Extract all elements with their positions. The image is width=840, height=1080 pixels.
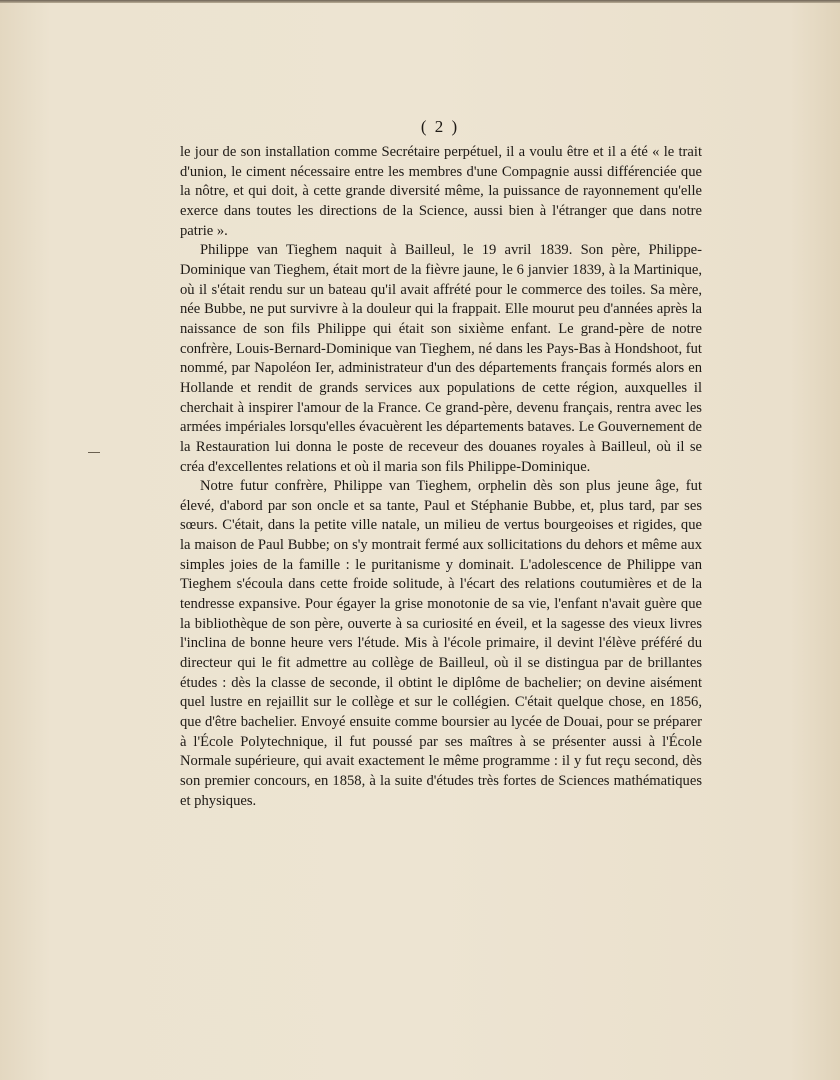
paragraph-1: le jour de son installation comme Secrétaire perpétuel, il a voulu être et il a été « le trait d'union, le ciment nécessaire entre les membres d'une Compagnie aussi différenciée que la nôtre, et qui doit, à cette grande diversité même, la puissance de rayonnement qu'elle exerce dans toutes les directions de la Science, aussi bien à l'étranger que dans notre patrie ». [180,144,702,239]
page-top-edge [0,0,840,3]
paragraph-2: Philippe van Tieghem naquit à Bailleul, le 19 avril 1839. Son père, Philippe-Dominique van Tieghem, était mort de la fièvre jaune, le 6 janvier 1839, à la Martinique, où il s'était rendu sur un bateau qu'il avait affrété pour le commerce des toiles. Sa mère, née Bubbe, ne put survivre à la douleur qui la frappait. Elle mourut peu d'années après la naissance de son fils Philippe qui était son sixième enfant. Le grand-père de notre confrère, Louis-Bernard-Dominique van Tieghem, né dans les Pays-Bas à Hondshoot, fut nommé, par Napoléon Ier, administrateur d'un des départements français formés alors en Hollande et rendit de grands services aux populations de cette région, auxquelles il cherchait à inspirer l'amour de la France. Ce grand-père, devenu français, rentra avec les armées impériales lorsqu'elles évacuèrent les départements bataves. Le Gouvernement de la Restauration lui donna le poste de receveur des douanes royales à Bailleul, où il se créa d'excellentes relations et où il maria son fils Philippe-Dominique. [180,242,702,475]
body-text [180,143,702,811]
paragraph-3: Notre futur confrère, Philippe van Tieghem, orphelin dès son plus jeune âge, fut élevé, d'abord par son oncle et sa tante, Paul et Stéphanie Bubbe, et, plus tard, par ses sœurs. C'était, dans la petite ville natale, un milieu de vertus bourgeoises et rigides, que la maison de Paul Bubbe; on s'y montrait fermé aux sollicitations du dehors et même aux simples joies de la famille : le puritanisme y dominait. L'adolescence de Philippe van Tieghem s'écoula dans cette froide solitude, à l'écart des relations coutumières et de la tendresse expansive. Pour égayer la grise monotonie de sa vie, l'enfant n'avait guère que la bibliothèque de son père, ouverte à sa curiosité en éveil, et la sagesse des vieux livres l'inclina de bonne heure vers l'étude. Mis à l'école primaire, il devint l'élève préféré du directeur qui le fit admettre au collège de Bailleul, où il se distingua par de brillantes études : dès la classe de seconde, il obtint le diplôme de bachelier; on devine aisément quel lustre en rejaillit sur le collège et sur le collégien. C'était quelque chose, en 1856, que d'être bachelier. Envoyé ensuite comme boursier au lycée de Douai, pour se préparer à l'École Polytechnique, il fut poussé par ses maîtres à se présenter aussi à l'École Normale supérieure, qui avait exactement le même programme : il y fut reçu second, dès son premier concours, en 1858, à la suite d'études très fortes de Sciences mathématiques et physiques. [180,478,702,809]
page-number: ( 2 ) [420,117,460,136]
margin-tick-mark [88,452,100,453]
